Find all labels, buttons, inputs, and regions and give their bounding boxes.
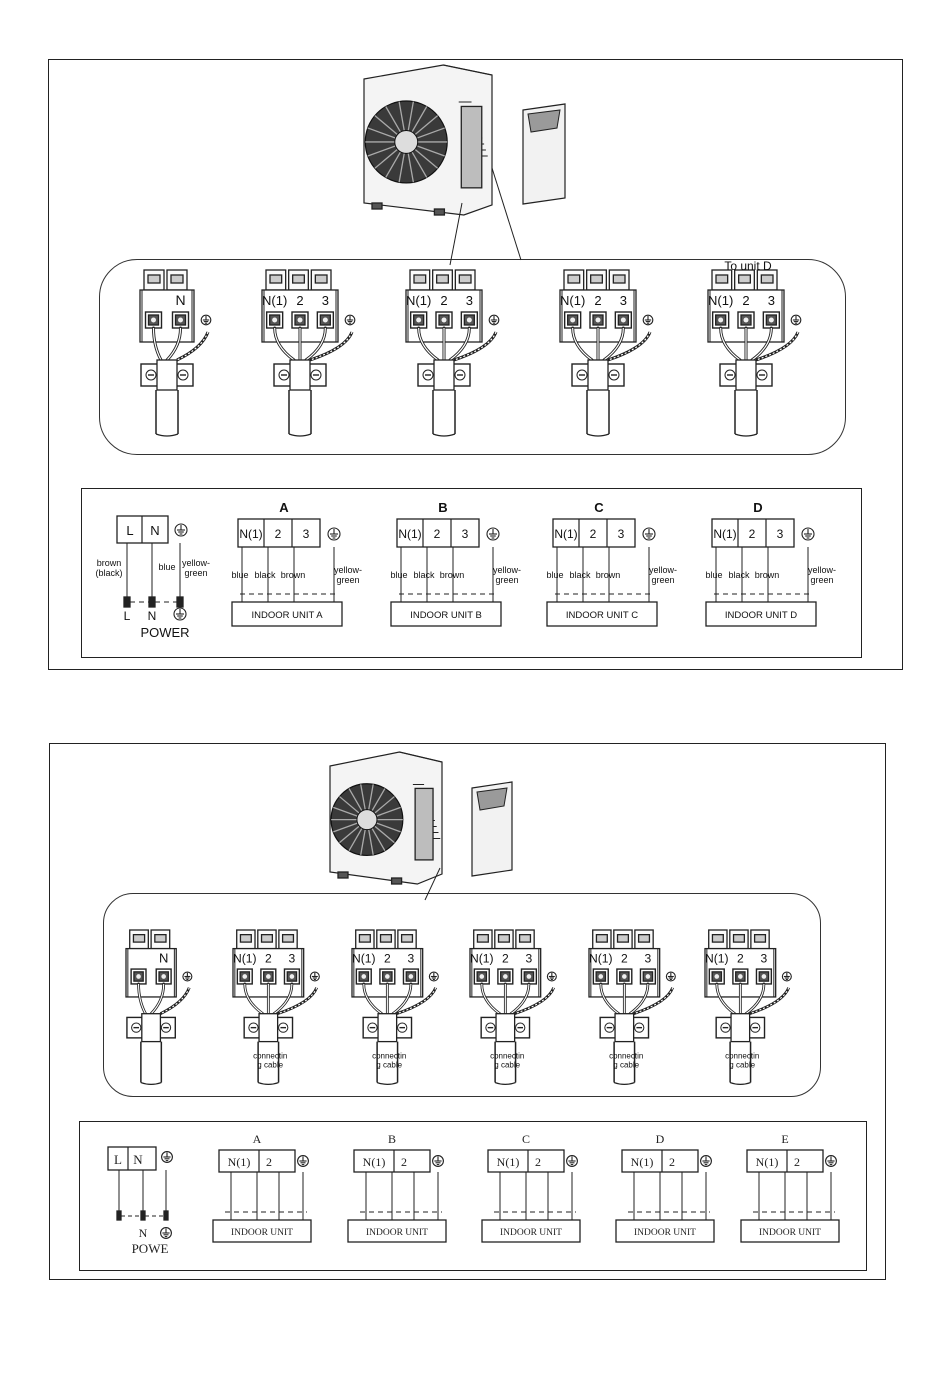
ground-icon (175, 524, 187, 536)
power-label: POWER (140, 625, 190, 640)
terminal-block-2-4 (470, 930, 556, 1084)
ground-icon (567, 1156, 578, 1167)
terminal-label: 2 (748, 527, 756, 541)
cover-panel-illustration (523, 104, 565, 204)
terminal-label: N(1) (233, 951, 257, 966)
wire-brown-label: brown (black) (95, 558, 123, 578)
terminal-label: N(1) (262, 293, 288, 308)
unit-letter: B (438, 500, 448, 515)
unit-letter: A (252, 1132, 262, 1146)
terminal-label: 3 (321, 293, 329, 308)
terminal-label: N (158, 950, 169, 966)
terminal-label: 3 (407, 951, 415, 966)
unit-2-d (616, 1132, 714, 1242)
terminal-label: N(1) (352, 951, 376, 966)
terminal-label: 3 (760, 951, 768, 966)
terminal-block-2-1 (126, 930, 192, 1084)
wire-black-label: black (254, 570, 276, 580)
wire-black-label: black (569, 570, 591, 580)
terminal-label: N(1) (496, 1155, 520, 1169)
indoor-unit-label: INDOOR UNIT A (251, 610, 323, 621)
ground-icon (328, 528, 340, 540)
unit-letter: C (521, 1132, 531, 1146)
connecting-cable-label: connectin g cable (253, 1051, 288, 1070)
ground-icon (701, 1156, 712, 1167)
terminal-block-2 (262, 270, 355, 436)
ground-icon (433, 1156, 444, 1167)
terminal-block-2-6 (705, 930, 791, 1084)
terminal-label: 3 (288, 951, 296, 966)
terminal-label: 3 (767, 293, 775, 308)
wire-brown-label: brown (439, 570, 465, 580)
wire-blue-label: blue (231, 570, 249, 580)
terminal-block-1 (140, 270, 211, 436)
terminal-label: N(1) (239, 527, 263, 541)
terminal-n-label: N (133, 1152, 143, 1167)
terminal-label: 3 (302, 527, 310, 541)
terminal-label: 2 (589, 527, 597, 541)
outdoor-unit-illustration (364, 65, 492, 215)
terminal-label: N(1) (755, 1155, 779, 1169)
terminal-label: N(1) (560, 293, 586, 308)
power-block (95, 516, 210, 640)
power-block-2 (108, 1147, 172, 1256)
terminal-label: N(1) (554, 527, 578, 541)
terminal-label: N(1) (398, 527, 422, 541)
terminal-label: 2 (669, 1155, 675, 1169)
terminal-label: 2 (794, 1155, 800, 1169)
terminal-block-2-5 (589, 930, 675, 1084)
wire-yellow-green-label: yellow-green (807, 565, 837, 585)
ground-icon (643, 528, 655, 540)
terminal-label: 3 (525, 951, 533, 966)
outdoor-unit-illustration-2 (330, 752, 442, 884)
ground-icon (161, 1228, 172, 1239)
terminal-label: 2 (264, 951, 272, 966)
wire-blue-label: blue (158, 562, 176, 572)
indoor-unit-label: INDOOR UNIT (499, 1228, 563, 1238)
indoor-unit-label: INDOOR UNIT C (565, 610, 639, 621)
connecting-cable-label: connectin g cable (490, 1051, 525, 1070)
ground-icon (791, 315, 801, 325)
indoor-unit-label: INDOOR UNIT (230, 1228, 294, 1238)
ground-icon (547, 972, 556, 981)
wire-yellow-green-label: yellow-green (333, 565, 363, 585)
connecting-cable-label: connectin g cable (725, 1051, 760, 1070)
unit-a (231, 500, 362, 626)
terminal-block-2-3 (352, 930, 438, 1084)
terminal-label: 2 (535, 1155, 541, 1169)
terminal-label: 2 (594, 293, 602, 308)
terminal-label: 2 (401, 1155, 407, 1169)
wire-brown-label: brown (754, 570, 780, 580)
connecting-cable-label: connectin g cable (372, 1051, 407, 1070)
terminal-label: 2 (620, 951, 628, 966)
ground-icon (826, 1156, 837, 1167)
to-unit-d-label: To unit D (724, 259, 772, 273)
unit-letter: E (781, 1132, 789, 1146)
wire-blue-label: blue (705, 570, 723, 580)
terminal-label: 2 (742, 293, 750, 308)
terminal-label: N(1) (589, 951, 613, 966)
terminal-label: 2 (274, 527, 282, 541)
ground-icon (487, 528, 499, 540)
terminal-label: N(1) (630, 1155, 654, 1169)
terminal-label: 2 (296, 293, 304, 308)
terminal-label: 2 (383, 951, 391, 966)
power-label: POWE (131, 1241, 169, 1256)
terminal-label: N(1) (708, 293, 734, 308)
unit-2-a (213, 1132, 311, 1242)
cover-panel-illustration-2 (472, 782, 512, 876)
terminal-block-5 (708, 270, 801, 436)
power-l-label: L (123, 609, 131, 623)
terminal-label: 2 (266, 1155, 272, 1169)
ground-icon (489, 315, 499, 325)
unit-2-b (348, 1132, 446, 1242)
terminal-block-3 (406, 270, 499, 436)
ground-icon (174, 608, 186, 620)
terminal-label: 3 (644, 951, 652, 966)
indoor-unit-label: INDOOR UNIT (365, 1228, 429, 1238)
wire-brown-label: brown (595, 570, 621, 580)
unit-c (546, 500, 677, 626)
connecting-cable-label: connectin g cable (609, 1051, 644, 1070)
ground-icon (162, 1152, 173, 1163)
ground-icon (345, 315, 355, 325)
unit-2-e (741, 1132, 839, 1242)
terminal-n-label: N (150, 523, 160, 538)
terminal-block-2-2 (233, 930, 319, 1084)
ground-icon (183, 972, 192, 981)
ground-icon (643, 315, 653, 325)
terminal-label: N(1) (227, 1155, 251, 1169)
ground-icon (298, 1156, 309, 1167)
unit-letter: B (387, 1132, 397, 1146)
ground-icon (310, 972, 319, 981)
ground-icon (802, 528, 814, 540)
unit-b (390, 500, 521, 626)
terminal-block-4 (560, 270, 653, 436)
ground-icon (782, 972, 791, 981)
terminal-l-label: L (114, 1152, 122, 1167)
indoor-unit-label: INDOOR UNIT (633, 1228, 697, 1238)
ground-icon (201, 315, 211, 325)
ground-icon (666, 972, 675, 981)
wire-blue-label: blue (546, 570, 564, 580)
terminal-label: 3 (461, 527, 469, 541)
wire-blue-label: blue (390, 570, 408, 580)
terminal-label: N(1) (406, 293, 432, 308)
terminal-l-label: L (126, 523, 134, 538)
unit-d (705, 500, 836, 626)
wire-black-label: black (413, 570, 435, 580)
power-n-label: N (147, 609, 157, 623)
terminal-label: 2 (501, 951, 509, 966)
unit-2-c (482, 1132, 580, 1242)
terminal-label: 2 (433, 527, 441, 541)
terminal-label: N(1) (713, 527, 737, 541)
indoor-unit-label: INDOOR UNIT (758, 1228, 822, 1238)
indoor-unit-label: INDOOR UNIT D (724, 610, 798, 621)
indoor-unit-label: INDOOR UNIT B (410, 610, 482, 621)
wire-yellow-green-label: yellow-green (648, 565, 678, 585)
terminal-label: 3 (776, 527, 784, 541)
terminal-label: 3 (619, 293, 627, 308)
power-n-label: N (138, 1226, 148, 1240)
terminal-label: 3 (465, 293, 473, 308)
wire-yellow-green-label: yellow-green (492, 565, 522, 585)
terminal-label: 2 (440, 293, 448, 308)
terminal-label: 3 (617, 527, 625, 541)
terminal-label: N(1) (470, 951, 494, 966)
terminal-label: N (175, 292, 186, 308)
wire-yellow-green-label: yellow-green (181, 558, 211, 578)
terminal-label: N(1) (705, 951, 729, 966)
unit-letter: C (594, 500, 604, 515)
unit-letter: A (279, 500, 289, 515)
terminal-label: 2 (736, 951, 744, 966)
wire-brown-label: brown (280, 570, 306, 580)
ground-icon (429, 972, 438, 981)
unit-letter: D (655, 1132, 665, 1146)
terminal-label: N(1) (362, 1155, 386, 1169)
unit-letter: D (753, 500, 763, 515)
wire-black-label: black (728, 570, 750, 580)
